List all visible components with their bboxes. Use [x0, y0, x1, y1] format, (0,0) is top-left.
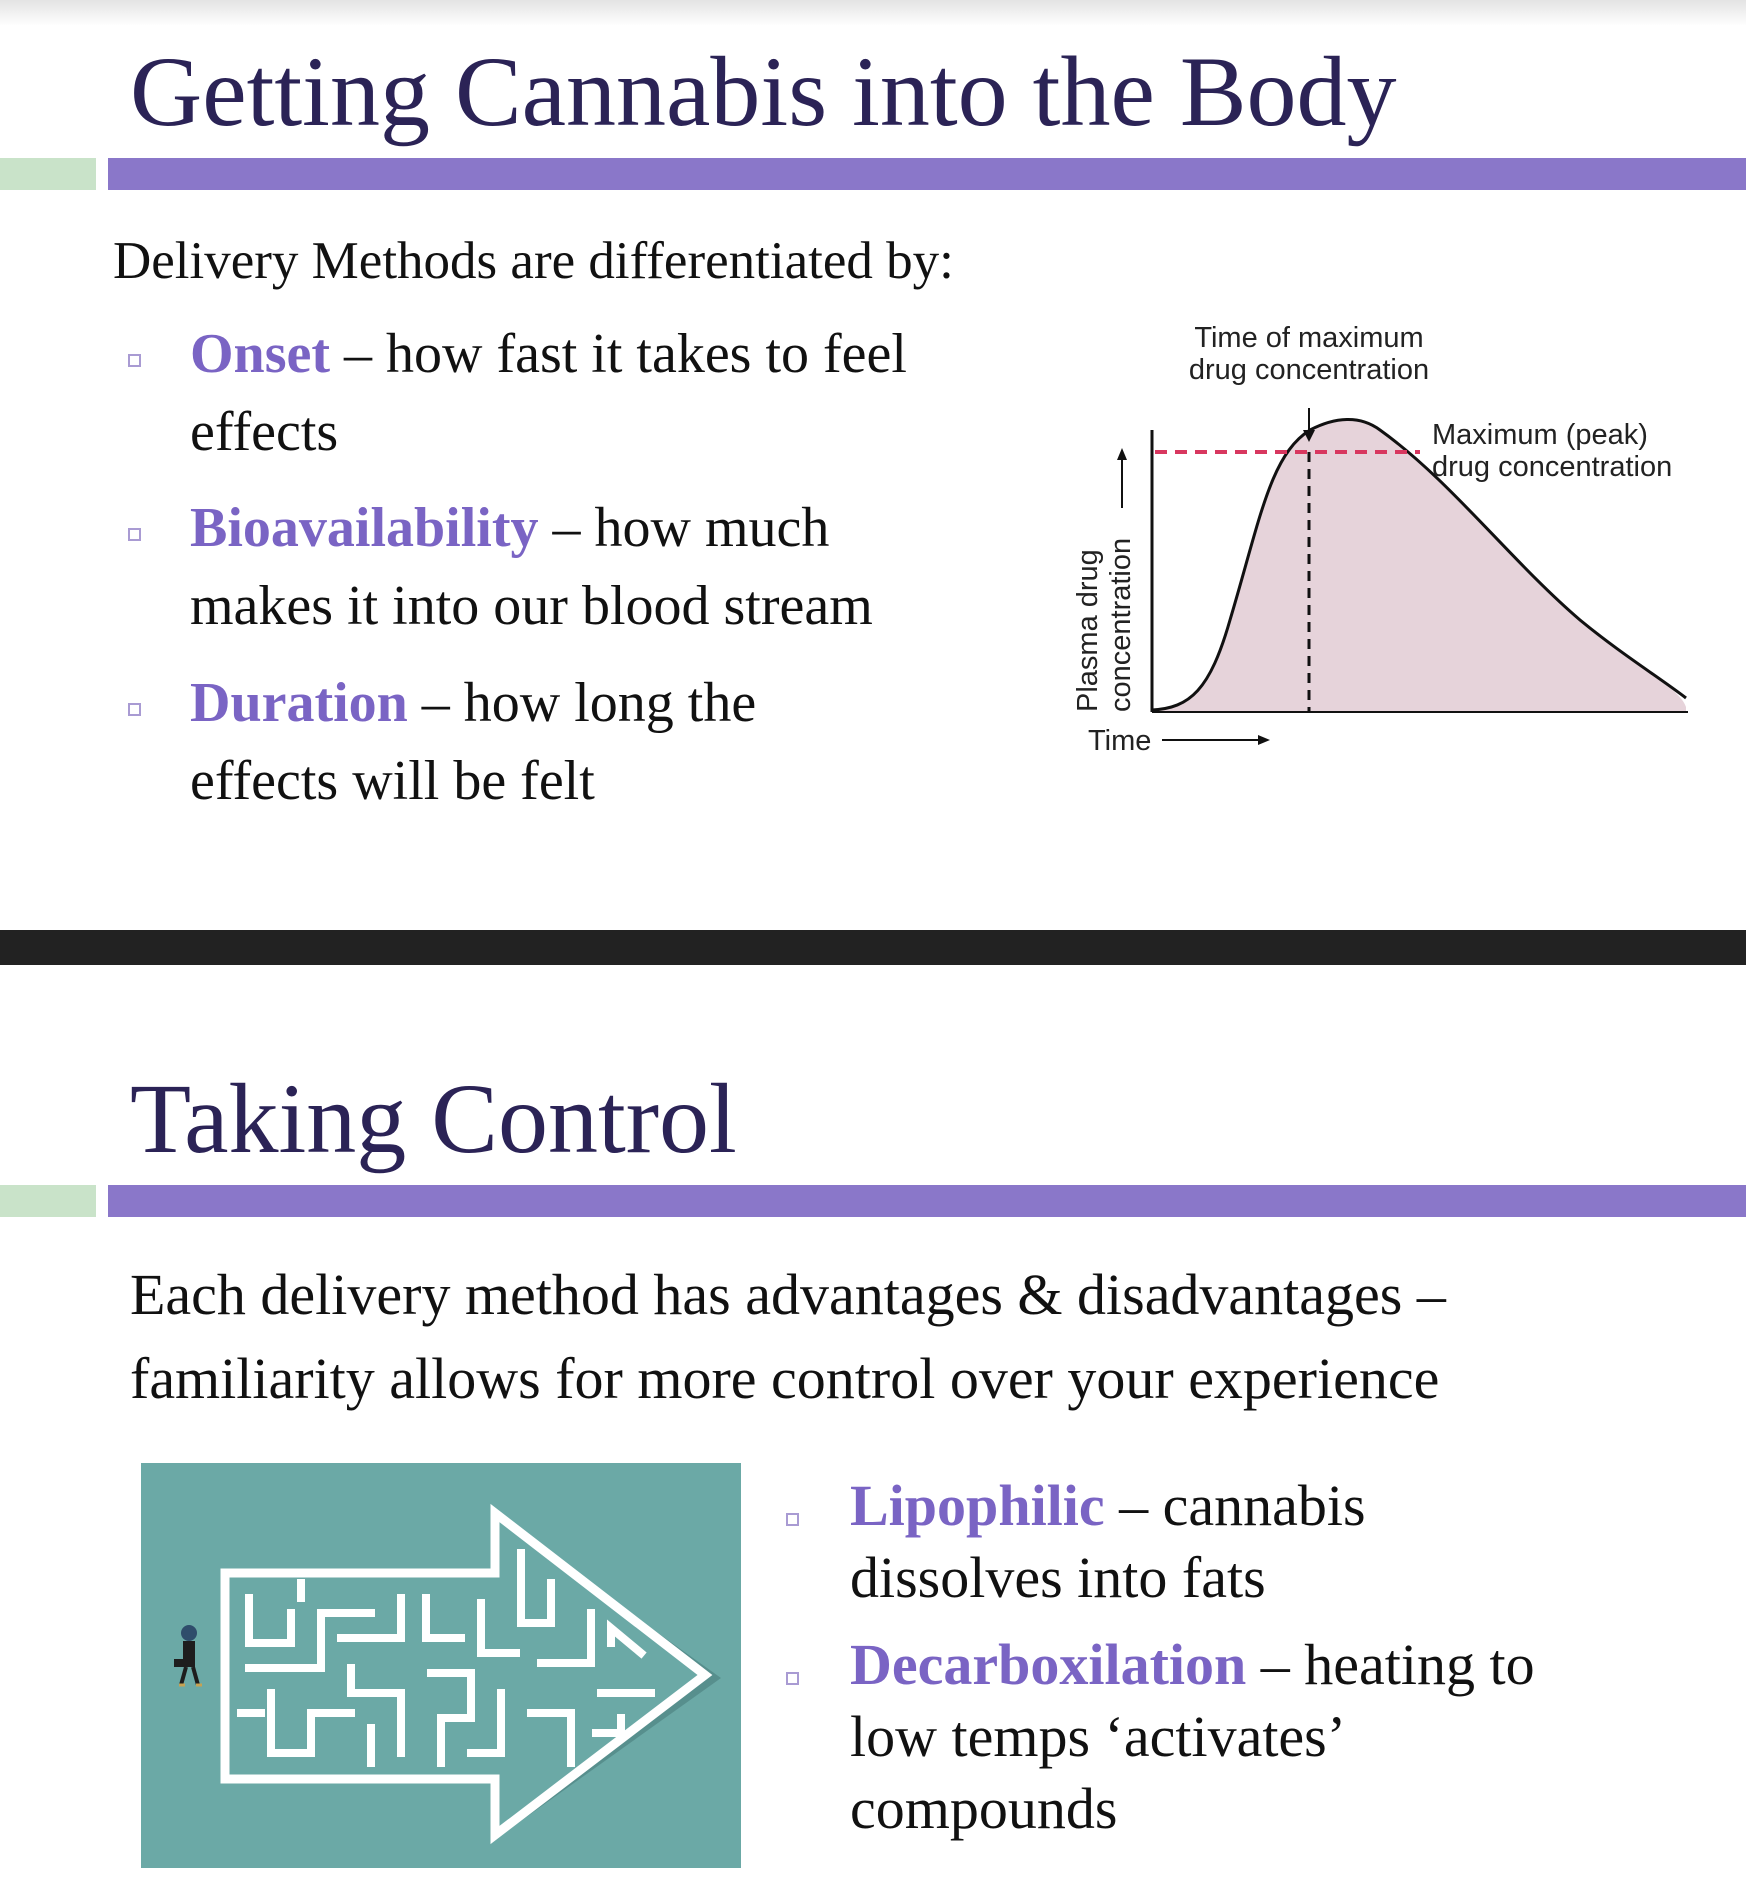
intro-line-1: Each delivery method has advantages & disadvantages –: [130, 1262, 1446, 1327]
bullet-duration-desc: – how long the: [407, 672, 757, 734]
page-title: Taking Control: [130, 1063, 737, 1174]
term-duration: Duration: [190, 672, 408, 734]
intro-line-2: familiarity allows for more control over your experience: [130, 1346, 1440, 1411]
bullet-decarboxilation-line3: compounds: [850, 1776, 1118, 1841]
bullet-onset-desc: – how fast it takes to feel: [330, 323, 907, 385]
term-bioavailability: Bioavailability: [190, 497, 539, 559]
bullet-onset-line2: effects: [190, 401, 339, 463]
concentration-time-chart: [1060, 320, 1746, 760]
slide-divider: [0, 930, 1746, 965]
bullet-decarboxilation-desc: – heating to: [1246, 1632, 1535, 1697]
bullet-duration-line2: effects will be felt: [190, 750, 595, 812]
maze-arrow-image: [141, 1463, 741, 1868]
x-axis-arrowhead: [1258, 735, 1270, 745]
bullet-decarboxilation-line2: low temps ‘activates’: [850, 1704, 1347, 1769]
slide-top-shade: [0, 0, 1746, 26]
bullet-bioavailability-line2: makes it into our blood stream: [190, 575, 873, 637]
bullet-square-icon: [786, 1672, 799, 1685]
chart-ylabel: Plasma drug: [1072, 549, 1104, 712]
bullet-square-icon: [128, 354, 141, 367]
title-underline-bar: [108, 158, 1746, 190]
title-underline-bar: [108, 1185, 1746, 1217]
slide-taking-control: [0, 965, 1746, 1894]
bullet-lipophilic: [850, 1470, 1366, 1614]
chart-annotation-time-max-2: drug concentration: [1188, 354, 1430, 386]
maze-arrow-icon: [141, 1463, 741, 1868]
bullet-bioavailability: [190, 489, 873, 645]
bullet-decarboxilation: [850, 1629, 1535, 1845]
chart-annotation-time-max: Time of maximum: [1194, 322, 1424, 354]
title-underline-accent: [0, 158, 96, 190]
walking-person-icon: [174, 1625, 202, 1685]
bullet-onset: [190, 315, 907, 471]
intro-text: [130, 1253, 1446, 1421]
intro-text: Delivery Methods are differentiated by:: [113, 232, 954, 290]
bullet-lipophilic-desc: – cannabis: [1104, 1473, 1366, 1538]
chart-ylabel-2: concentration: [1105, 537, 1137, 712]
slide-getting-cannabis: [0, 0, 1746, 930]
term-onset: Onset: [190, 323, 330, 385]
bullet-bioavailability-desc: – how much: [538, 497, 830, 559]
chart-annotation-peak: Maximum (peak): [1432, 419, 1648, 451]
page-title: Getting Cannabis into the Body: [130, 36, 1397, 147]
bullet-duration: [190, 664, 756, 820]
chart-xlabel: Time: [1088, 725, 1152, 757]
term-lipophilic: Lipophilic: [850, 1473, 1105, 1538]
term-decarboxilation: Decarboxilation: [850, 1632, 1247, 1697]
bullet-square-icon: [128, 528, 141, 541]
chart-annotation-peak-2: drug concentration: [1432, 451, 1673, 483]
bullet-lipophilic-line2: dissolves into fats: [850, 1545, 1266, 1610]
title-underline-accent: [0, 1185, 96, 1217]
bullet-square-icon: [128, 703, 141, 716]
bullet-square-icon: [786, 1513, 799, 1526]
y-axis-arrowhead: [1117, 448, 1127, 460]
